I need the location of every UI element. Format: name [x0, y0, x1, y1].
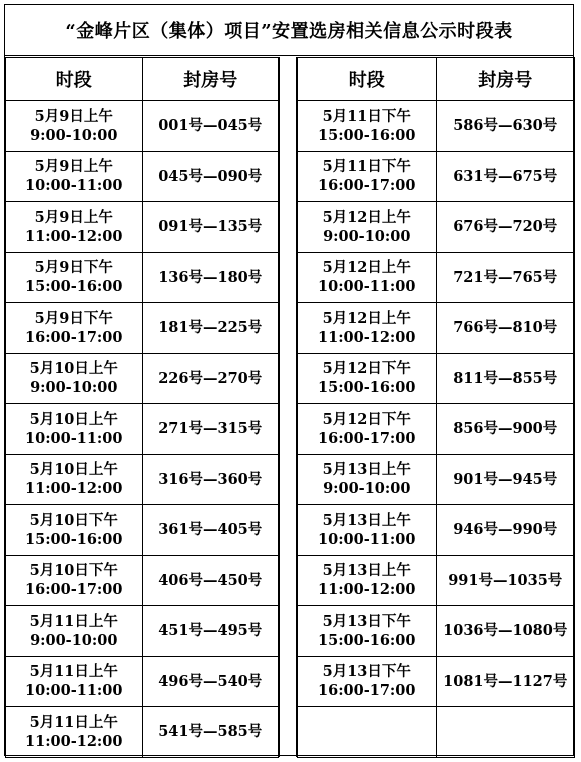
table-row — [298, 151, 575, 202]
table-row — [298, 303, 575, 354]
header-row — [6, 58, 279, 101]
table-row — [6, 303, 279, 354]
time-slot-cell: 5月11日上午 11:00-12:00 — [6, 707, 143, 758]
time-slot-cell: 5月9日上午 11:00-12:00 — [6, 202, 143, 253]
header-house-no: 封房号 — [142, 58, 279, 101]
time-slot-cell: 5月10日下午 15:00-16:00 — [6, 505, 143, 556]
table-row — [6, 656, 279, 707]
time-slot-cell: 5月12日下午 15:00-16:00 — [298, 353, 437, 404]
house-range-cell: 271号—315号 — [142, 404, 279, 455]
table-row — [298, 353, 575, 404]
table-row — [6, 101, 279, 152]
time-slot-cell: 5月13日下午 15:00-16:00 — [298, 606, 437, 657]
house-range-cell: 856号—900号 — [436, 404, 575, 455]
house-range-cell: 901号—945号 — [436, 454, 575, 505]
house-range-cell: 586号—630号 — [436, 101, 575, 152]
time-slot-cell: 5月11日上午 10:00-11:00 — [6, 656, 143, 707]
house-range-cell: 181号—225号 — [142, 303, 279, 354]
header-house-no: 封房号 — [436, 58, 575, 101]
schedule-table-left — [5, 57, 279, 758]
schedule-document — [4, 4, 574, 756]
table-row — [298, 454, 575, 505]
house-range-cell: 766号—810号 — [436, 303, 575, 354]
table-row — [6, 555, 279, 606]
time-slot-cell: 5月10日下午 16:00-17:00 — [6, 555, 143, 606]
time-slot-cell: 5月13日上午 10:00-11:00 — [298, 505, 437, 556]
house-range-cell: 001号—045号 — [142, 101, 279, 152]
time-slot-cell: 5月12日下午 16:00-17:00 — [298, 404, 437, 455]
house-range-cell: 451号—495号 — [142, 606, 279, 657]
column-divider — [279, 57, 297, 757]
table-row — [6, 454, 279, 505]
header-row — [298, 58, 575, 101]
house-range-cell: 361号—405号 — [142, 505, 279, 556]
house-range-cell: 721号—765号 — [436, 252, 575, 303]
header-time: 时段 — [298, 58, 437, 101]
table-row — [298, 101, 575, 152]
table-row — [6, 505, 279, 556]
house-range-cell: 946号—990号 — [436, 505, 575, 556]
header-time: 时段 — [6, 58, 143, 101]
house-range-cell: 631号—675号 — [436, 151, 575, 202]
table-row — [6, 202, 279, 253]
table-row — [298, 707, 575, 758]
table-row — [298, 505, 575, 556]
table-row — [298, 656, 575, 707]
time-slot-cell: 5月9日上午 10:00-11:00 — [6, 151, 143, 202]
time-slot-cell — [298, 707, 437, 758]
table-row — [6, 151, 279, 202]
house-range-cell: 136号—180号 — [142, 252, 279, 303]
document-title: “金峰片区（集体）项目”安置选房相关信息公示时段表 — [5, 5, 573, 56]
house-range-cell: 091号—135号 — [142, 202, 279, 253]
house-range-cell: 496号—540号 — [142, 656, 279, 707]
time-slot-cell: 5月9日下午 16:00-17:00 — [6, 303, 143, 354]
time-slot-cell: 5月10日上午 10:00-11:00 — [6, 404, 143, 455]
time-slot-cell: 5月10日上午 9:00-10:00 — [6, 353, 143, 404]
house-range-cell: 1036号—1080号 — [436, 606, 575, 657]
time-slot-cell: 5月11日上午 9:00-10:00 — [6, 606, 143, 657]
house-range-cell: 541号—585号 — [142, 707, 279, 758]
table-row — [298, 555, 575, 606]
time-slot-cell: 5月13日上午 9:00-10:00 — [298, 454, 437, 505]
table-row — [6, 707, 279, 758]
time-slot-cell: 5月13日上午 11:00-12:00 — [298, 555, 437, 606]
house-range-cell: 316号—360号 — [142, 454, 279, 505]
house-range-cell: 991号—1035号 — [436, 555, 575, 606]
time-slot-cell: 5月11日下午 15:00-16:00 — [298, 101, 437, 152]
table-row — [6, 606, 279, 657]
time-slot-cell: 5月12日上午 11:00-12:00 — [298, 303, 437, 354]
time-slot-cell: 5月12日上午 10:00-11:00 — [298, 252, 437, 303]
schedule-table-right — [297, 57, 575, 758]
house-range-cell — [436, 707, 575, 758]
house-range-cell: 1081号—1127号 — [436, 656, 575, 707]
time-slot-cell: 5月13日下午 16:00-17:00 — [298, 656, 437, 707]
table-row — [298, 202, 575, 253]
time-slot-cell: 5月10日上午 11:00-12:00 — [6, 454, 143, 505]
house-range-cell: 045号—090号 — [142, 151, 279, 202]
time-slot-cell: 5月11日下午 16:00-17:00 — [298, 151, 437, 202]
house-range-cell: 676号—720号 — [436, 202, 575, 253]
house-range-cell: 226号—270号 — [142, 353, 279, 404]
table-row — [6, 404, 279, 455]
table-row — [298, 404, 575, 455]
table-row — [6, 252, 279, 303]
table-row — [298, 252, 575, 303]
time-slot-cell: 5月12日上午 9:00-10:00 — [298, 202, 437, 253]
time-slot-cell: 5月9日下午 15:00-16:00 — [6, 252, 143, 303]
time-slot-cell: 5月9日上午 9:00-10:00 — [6, 101, 143, 152]
table-row — [6, 353, 279, 404]
house-range-cell: 406号—450号 — [142, 555, 279, 606]
house-range-cell: 811号—855号 — [436, 353, 575, 404]
table-row — [298, 606, 575, 657]
